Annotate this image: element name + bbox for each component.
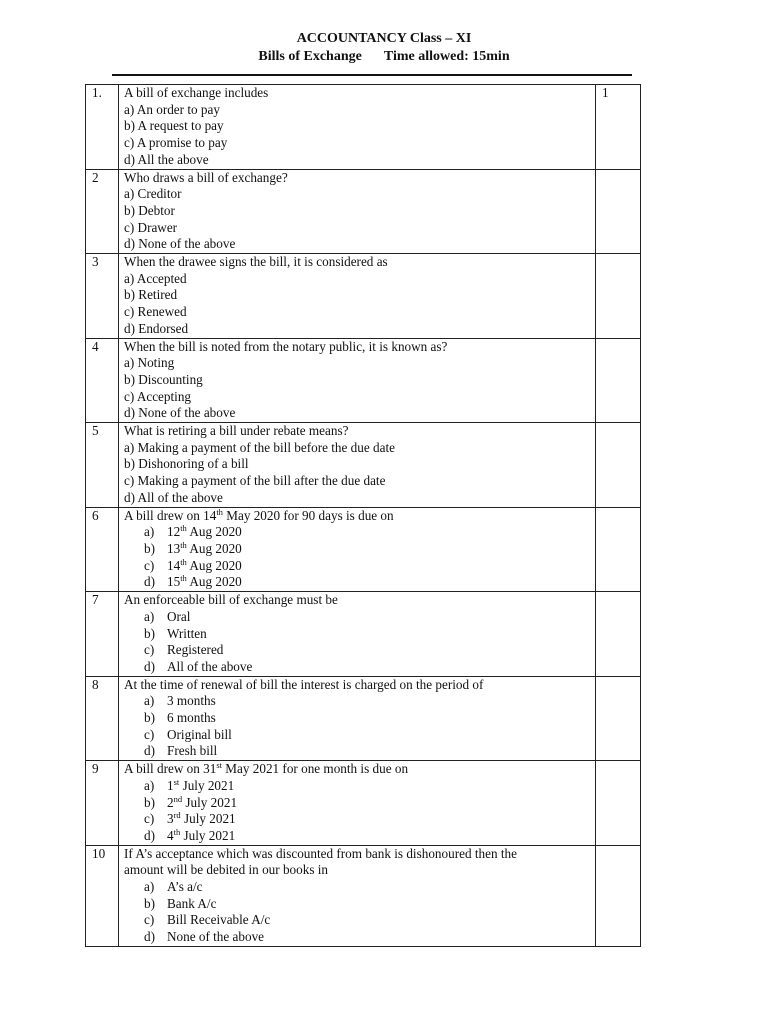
option-b: b) Written	[144, 625, 207, 641]
question-mark	[596, 592, 641, 677]
header-rule	[112, 74, 632, 76]
option-c: c) 14th Aug 2020	[144, 556, 242, 573]
option-b: b) 6 months	[144, 710, 216, 726]
option-d: d) None of the above	[124, 236, 236, 252]
option-list	[124, 879, 595, 946]
question-body	[119, 169, 596, 254]
option-c: c) Renewed	[124, 304, 187, 320]
option-d: d) None of the above	[124, 405, 236, 421]
option-a: a) Oral	[144, 608, 191, 624]
question-mark	[596, 423, 641, 508]
question-text-line-1: If A’s acceptance which was discounted from bank is dishonoured then the	[124, 845, 517, 861]
option-d: d) 15th Aug 2020	[144, 573, 242, 590]
document-subtitle-line	[0, 48, 768, 66]
option-a: a) Accepted	[124, 270, 187, 286]
question-number: 2	[86, 169, 119, 254]
question-number: 6	[86, 507, 119, 592]
question-body	[119, 85, 596, 170]
question-text: A bill drew on 31st May 2021 for one month is due on	[124, 760, 409, 777]
option-a: a) Making a payment of the bill before the due date	[124, 439, 395, 455]
option-list	[124, 778, 595, 845]
option-c: c) 3rd July 2021	[144, 810, 236, 827]
question-number: 7	[86, 592, 119, 677]
chapter-title: Bills of Exchange	[258, 49, 362, 64]
question-mark	[596, 845, 641, 946]
question-mark	[596, 676, 641, 761]
option-c: c) Bill Receivable A/c	[144, 912, 271, 928]
question-text: A bill drew on 14th May 2020 for 90 days is due on	[124, 506, 394, 523]
question-row	[86, 169, 641, 254]
question-mark	[596, 761, 641, 846]
question-body	[119, 507, 596, 592]
option-c: c) Drawer	[124, 219, 178, 235]
option-c: c) A promise to pay	[124, 135, 228, 151]
document-header	[0, 30, 768, 66]
question-body	[119, 845, 596, 946]
option-list	[124, 524, 595, 591]
question-mark	[596, 169, 641, 254]
option-d: d) 4th July 2021	[144, 826, 236, 843]
option-b: b) Bank A/c	[144, 895, 217, 911]
option-a: a) Creditor	[124, 186, 182, 202]
option-c: c) Registered	[144, 642, 224, 658]
question-row	[86, 507, 641, 592]
question-body	[119, 761, 596, 846]
question-table	[85, 84, 641, 947]
time-allowed: Time allowed: 15min	[383, 49, 510, 64]
option-b: b) Retired	[124, 287, 178, 303]
question-row	[86, 338, 641, 423]
question-text: When the drawee signs the bill, it is considered as	[124, 254, 388, 270]
option-b: b) A request to pay	[124, 118, 224, 134]
option-a: a) A’s a/c	[144, 879, 203, 895]
question-row	[86, 423, 641, 508]
question-number: 5	[86, 423, 119, 508]
question-body	[119, 254, 596, 339]
question-text: Who draws a bill of exchange?	[124, 169, 288, 185]
question-mark: 1	[596, 85, 641, 170]
option-d: d) All of the above	[144, 658, 253, 674]
question-mark	[596, 507, 641, 592]
question-number: 9	[86, 761, 119, 846]
question-row	[86, 761, 641, 846]
question-body	[119, 423, 596, 508]
question-row	[86, 254, 641, 339]
option-a: a) An order to pay	[124, 101, 220, 117]
question-number: 4	[86, 338, 119, 423]
question-row	[86, 592, 641, 677]
question-body	[119, 676, 596, 761]
question-text: An enforceable bill of exchange must be	[124, 592, 338, 608]
question-body	[119, 338, 596, 423]
question-text: What is retiring a bill under rebate means?	[124, 423, 349, 439]
option-c: c) Original bill	[144, 726, 232, 742]
option-b: b) Dishonoring of a bill	[124, 456, 249, 472]
question-number: 1.	[86, 85, 119, 170]
question-text: When the bill is noted from the notary public, it is known as?	[124, 338, 448, 354]
question-text: A bill of exchange includes	[124, 85, 269, 100]
question-row	[86, 85, 641, 170]
option-b: b) 2nd July 2021	[144, 793, 238, 810]
option-b: b) Debtor	[124, 202, 175, 218]
question-body	[119, 592, 596, 677]
option-d: d) All of the above	[124, 489, 223, 505]
option-b: b) Discounting	[124, 371, 203, 387]
option-d: d) All the above	[124, 151, 209, 167]
option-list	[124, 609, 595, 676]
option-b: b) 13th Aug 2020	[144, 539, 242, 556]
option-d: d) Endorsed	[124, 320, 189, 336]
question-row	[86, 845, 641, 946]
option-a: a) 1st July 2021	[144, 776, 235, 793]
question-text-line-2: amount will be debited in our books in	[124, 862, 329, 878]
question-number: 8	[86, 676, 119, 761]
option-a: a) Noting	[124, 355, 175, 371]
option-c: c) Making a payment of the bill after the due date	[124, 473, 386, 489]
question-row	[86, 676, 641, 761]
document-title: ACCOUNTANCY Class – XI	[296, 31, 472, 46]
option-d: d) Fresh bill	[144, 743, 218, 759]
question-number: 10	[86, 845, 119, 946]
option-a: a) 12th Aug 2020	[144, 523, 242, 540]
question-text: At the time of renewal of bill the interest is charged on the period of	[124, 676, 484, 692]
question-mark	[596, 338, 641, 423]
option-a: a) 3 months	[144, 693, 216, 709]
question-mark	[596, 254, 641, 339]
option-d: d) None of the above	[144, 929, 265, 945]
option-c: c) Accepting	[124, 388, 192, 404]
option-list	[124, 693, 595, 760]
question-number: 3	[86, 254, 119, 339]
